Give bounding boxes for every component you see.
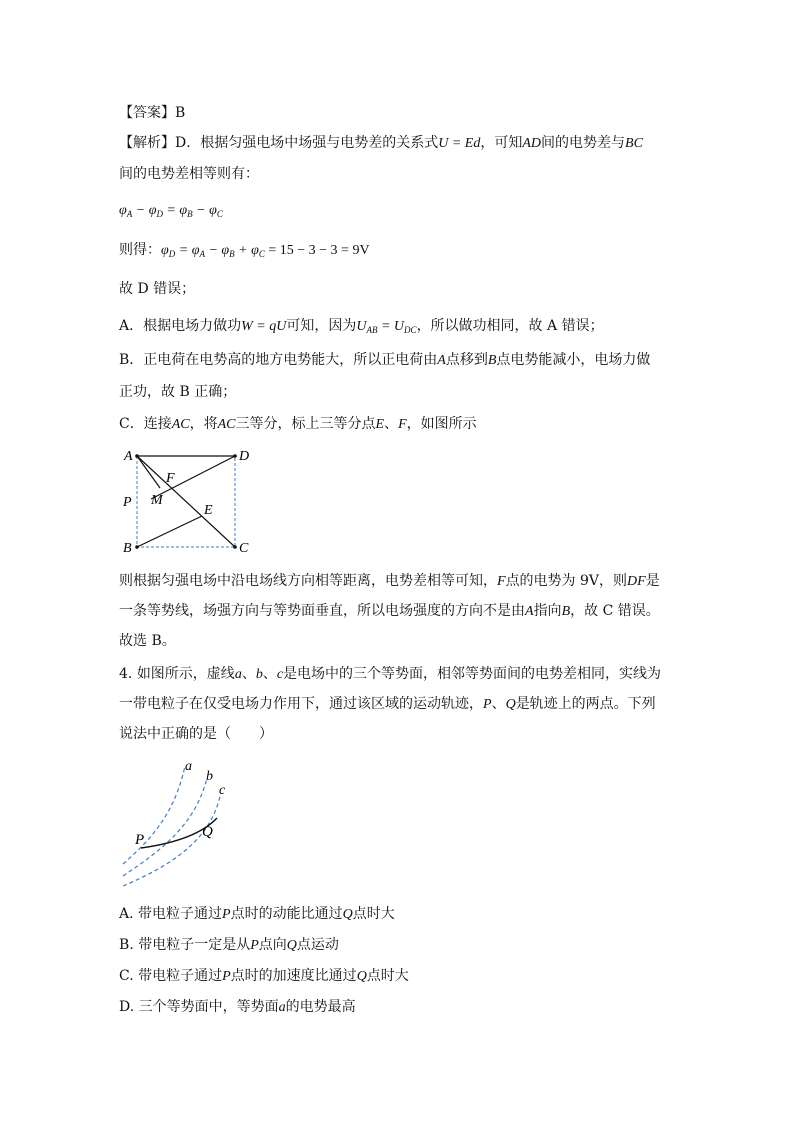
question-4-line-2 — [119, 694, 656, 715]
segment-df: DF — [627, 574, 646, 589]
equipotential-diagram — [115, 756, 245, 891]
answer-label: 【答案】 — [119, 105, 175, 121]
option-d[interactable] — [119, 997, 356, 1018]
line-am — [137, 456, 160, 488]
question-text: 一带电粒子在仅受电场力作用下，通过该区域的运动轨迹， — [119, 696, 483, 712]
analysis-text: 则根据匀强电场中沿电场线方向相等距离，电势差相等可知， — [119, 573, 497, 589]
surface-c: c — [276, 667, 284, 682]
analysis-text: 指向 — [533, 603, 562, 619]
point-b: B — [561, 604, 571, 619]
label-c: C — [239, 541, 249, 556]
d-wrong-line: 故 D 错误； — [119, 281, 196, 297]
label-e: E — [204, 503, 213, 518]
option-var: a — [278, 1000, 286, 1015]
question-4-line-3: 说法中正确的是（ ） — [119, 726, 273, 742]
option-text: 三个等势面中，等势面 — [138, 999, 279, 1015]
label-b: B — [123, 541, 132, 556]
point-f: F — [497, 574, 506, 589]
surface-b: b — [255, 667, 263, 682]
after-diagram-line-2 — [119, 601, 660, 622]
option-text: 点运动 — [296, 937, 339, 953]
label-b: b — [206, 769, 213, 784]
equipotential-b — [123, 778, 207, 876]
surface-a: a — [234, 667, 242, 682]
formula-u-ed: U = Ed — [438, 136, 481, 151]
formula-w-qu: W = qU — [241, 319, 287, 334]
question-number: 4. — [119, 666, 133, 682]
option-text: 带电粒子通过 — [138, 968, 223, 984]
option-letter: A. — [119, 906, 134, 922]
separator: 、 — [384, 416, 399, 432]
option-text: 点时大 — [352, 906, 395, 922]
point-q: Q — [505, 697, 516, 712]
analysis-text: ，将 — [189, 416, 218, 432]
separator: 、 — [491, 696, 506, 712]
option-c[interactable] — [119, 966, 409, 987]
analysis-text: B．正电荷在电势高的地方电势能大，所以正电荷由 — [119, 352, 438, 368]
conclusion: 故选 B。 — [119, 633, 176, 649]
option-text: 点时的动能比通过 — [230, 906, 343, 922]
option-text: 点时的加速度比通过 — [230, 968, 357, 984]
after-diagram-line-1 — [119, 571, 660, 592]
label-f: F — [166, 471, 175, 486]
line-be — [137, 516, 202, 547]
segment-ac: AC — [217, 417, 236, 432]
option-var: P — [222, 969, 231, 984]
option-b-analysis-1 — [119, 350, 650, 371]
option-c-analysis — [119, 414, 477, 435]
option-b-analysis-2: 正功，故 B 正确； — [119, 384, 237, 400]
label-q: Q — [202, 824, 213, 840]
analysis-text: 点的电势为 9V，则 — [505, 573, 628, 589]
label-p: P — [135, 832, 145, 848]
option-text: 点时大 — [366, 968, 409, 984]
option-var: P — [222, 907, 231, 922]
equipotential-a — [123, 766, 185, 864]
analysis-text: 一条等势线，场强方向与等势面垂直，所以电场强度的方向不是由 — [119, 603, 525, 619]
question-text: 是轨迹上的两点。下列 — [515, 696, 656, 712]
point-p: P — [483, 697, 492, 712]
answer-value: B — [175, 105, 186, 121]
square-diagram — [118, 444, 258, 560]
question-4-line-1 — [119, 664, 661, 685]
question-text: 如图所示，虚线 — [136, 666, 235, 682]
option-letter: B. — [119, 937, 134, 953]
option-a[interactable] — [119, 904, 395, 925]
option-letter: C. — [119, 968, 134, 984]
point-a: A — [437, 353, 446, 368]
analysis-text: D．根据匀强电场中场强与电势差的关系式 — [175, 135, 439, 151]
label-c: c — [219, 783, 226, 798]
option-var: Q — [356, 969, 367, 984]
segment-bc: BC — [625, 136, 643, 151]
analysis-text: ，故 C 错误。 — [570, 603, 660, 619]
label-a: A — [124, 449, 133, 464]
analysis-text: 三等分，标上三等分点 — [235, 416, 376, 432]
segment-ac: AC — [171, 417, 190, 432]
line-df — [151, 456, 235, 499]
separator: 、 — [262, 666, 277, 682]
separator: 、 — [241, 666, 256, 682]
analysis-line-1 — [119, 133, 643, 154]
option-a-analysis — [119, 316, 604, 340]
label-p: P — [123, 495, 132, 510]
label-m: M — [151, 493, 163, 508]
option-text: 带电粒子通过 — [138, 906, 223, 922]
analysis-text: 点移到 — [445, 352, 488, 368]
analysis-text: C．连接 — [119, 416, 172, 432]
equation-2-prefix: 则得： — [119, 242, 161, 258]
option-text: 点向 — [258, 937, 287, 953]
option-var: Q — [286, 938, 297, 953]
option-text: 带电粒子一定是从 — [138, 937, 251, 953]
point-f: F — [398, 417, 407, 432]
analysis-text: ，如图所示 — [406, 416, 477, 432]
label-d: D — [239, 449, 250, 464]
option-b[interactable] — [119, 935, 339, 956]
analysis-text: 可知，因为 — [286, 318, 357, 334]
analysis-line-2: 间的电势差相等则有： — [119, 166, 259, 182]
label-a: a — [185, 759, 192, 774]
option-text: 的电势最高 — [285, 999, 356, 1015]
option-letter: D. — [119, 999, 135, 1015]
option-var: Q — [342, 907, 353, 922]
point-b: B — [487, 353, 497, 368]
equation-2-line — [119, 240, 370, 264]
answer-line — [119, 103, 185, 123]
equation-2: $\varphi_D = \varphi_A - \varphi_B + \varphi_C = 15 - 3 - 3 = 9V$ — [161, 243, 370, 259]
point-e: E — [375, 417, 385, 432]
analysis-text: 点电势能减小，电场力做 — [496, 352, 651, 368]
analysis-text: ，可知 — [480, 135, 523, 151]
analysis-text: ，所以做功相同，故 A 错误； — [416, 318, 604, 334]
option-var: P — [250, 938, 259, 953]
segment-ad: AD — [522, 136, 542, 151]
analysis-text: 是 — [645, 573, 660, 589]
analysis-label: 【解析】 — [119, 135, 175, 151]
equation-1: $\varphi_A - \varphi_D = \varphi_B - \varphi_C$ — [119, 203, 223, 219]
point-a: A — [525, 604, 534, 619]
analysis-text: 间的电势差与 — [541, 135, 626, 151]
analysis-text: A．根据电场力做功 — [119, 318, 242, 334]
question-text: 是电场中的三个等势面，相邻等势面间的电势差相同，实线为 — [283, 666, 662, 682]
formula-uab-udc: $U_{AB} = U_{DC}$ — [356, 319, 417, 335]
